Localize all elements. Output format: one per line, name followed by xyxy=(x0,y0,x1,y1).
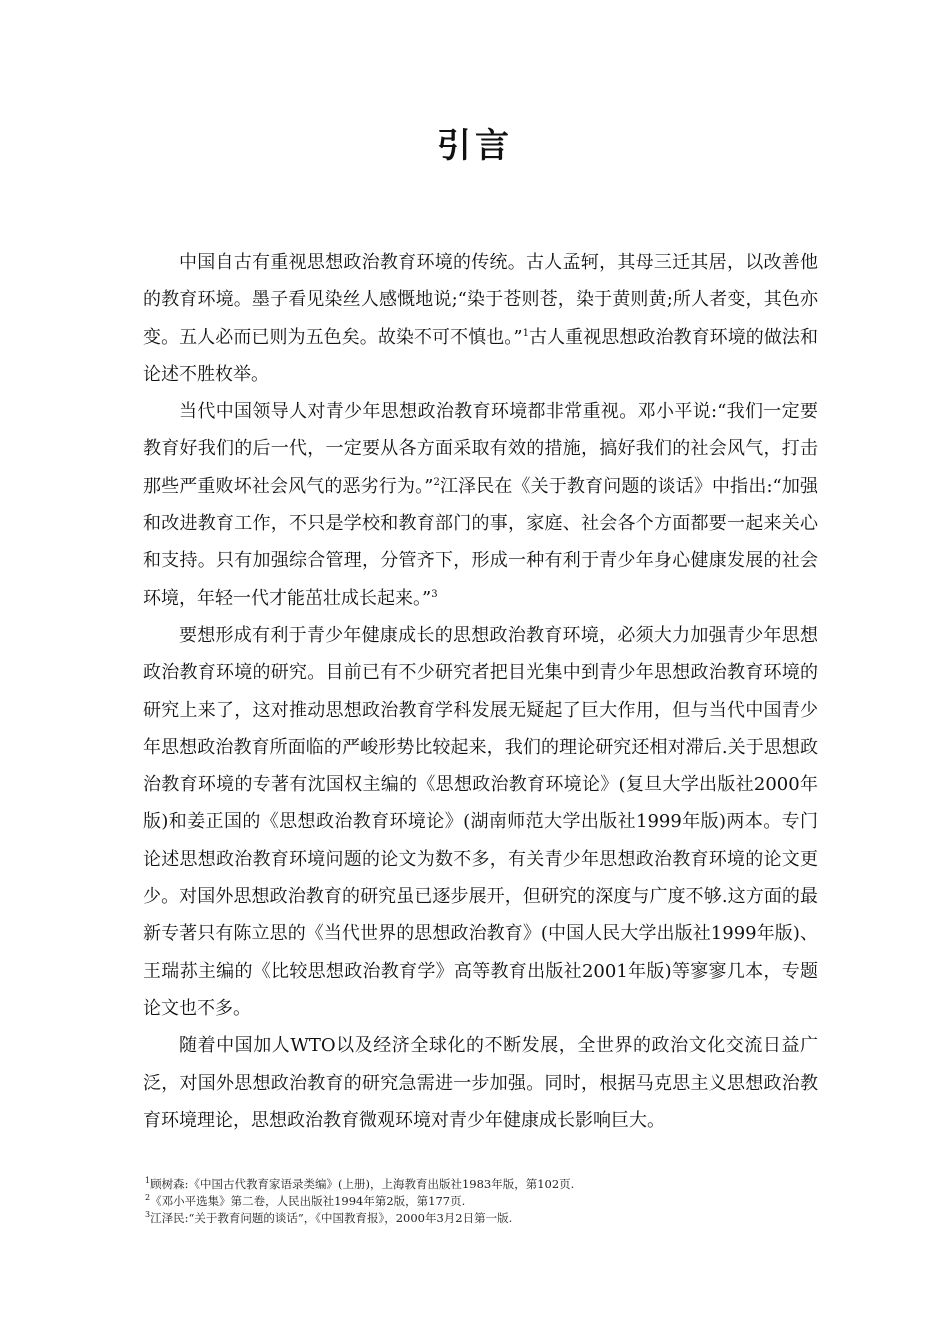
footnote-2 xyxy=(145,1193,820,1210)
footnote-1 xyxy=(145,1176,820,1193)
footnote-text: 江泽民:“关于教育问题的谈话”，《中国教育报》，2000年3月2日第一版. xyxy=(150,1211,513,1225)
body-text xyxy=(143,244,818,1139)
footnote-mark: 1 xyxy=(145,1176,151,1186)
footnote-ref: 1 xyxy=(522,327,529,339)
paragraph-text: 中国自古有重视思想政治教育环境的传统。古人孟轲，其母三迁其居，以改善他的教育环境。墨子看见染丝人感慨地说;“染于苍则苍，染于黄则黄;所人者变，其色亦变。五人必而已则为五色矣。故染不可不慎也。” xyxy=(143,252,818,348)
paragraph-text: 当代中国领导人对青少年思想政治教育环境都非常重视。邓小平说:“我们一定要教育好我们的后一代，一定要从各方面采取有效的措施，搞好我们的社会风气，打击那些严重败坏社会风气的恶劣行为。” xyxy=(143,401,818,497)
footnote-ref: 2 xyxy=(433,476,440,488)
paragraph-text: 江泽民在《关于教育问题的谈话》中指出:“加强和改进教育工作，不只是学校和教育部门的事，家庭、社会各个方面都要一起来关心和支持。只有加强综合管理，分管齐下，形成一种有利于青少年身心健康发展的社会环境，年轻一代才能茁壮成长起来。” xyxy=(143,475,819,609)
footnote-ref: 3 xyxy=(431,588,438,600)
footnote-3 xyxy=(145,1210,820,1227)
footnote-text: 顾树森:《中国古代教育家语录类编》(上册)，上海教育出版社1983年版，第102页. xyxy=(150,1177,575,1191)
paragraph-text: 要想形成有利于青少年健康成长的思想政治教育环境，必须大力加强青少年思想政治教育环境的研究。目前已有不少研究者把目光集中到青少年思想政治教育环境的研究上来了，这对推动思想政治教育学科发展无疑起了巨大作用，但与当代中国青少年思想政治教育所面临的严峻形势比较起来，我们的理论研究还相对滞后.关于思想政治教育环境的专著有沈国权主编的《思想政治教育环境论》(复旦大学出版社2000年版)和姜正国的《思想政治教育环境论》(湖南师范大学出版社1999年版)两本。专门论述思想政治教育环境问题的论文为数不多，有关青少年思想政治教育环境的论文更少。对国外思想政治教育的研究虽已逐步展开，但研究的深度与广度不够.这方面的最新专著只有陈立思的《当代世界的思想政治教育》(中国人民大学出版社1999年版)、王瑞荪主编的《比较思想政治教育学》高等教育出版社2001年版)等寥寥几本，专题论文也不多。 xyxy=(143,624,818,1019)
paragraph-1 xyxy=(143,244,818,393)
paragraph-4 xyxy=(143,1027,818,1139)
page-title: 引言 xyxy=(437,126,513,166)
paragraph-text: 随着中国加人WTO以及经济全球化的不断发展，全世界的政治文化交流日益广泛，对国外思想政治教育的研究急需进一步加强。同时，根据马克思主义思想政治教育环境理论，思想政治教育微观环境对青少年健康成长影响巨大。 xyxy=(143,1035,818,1131)
footnote-mark: 2 xyxy=(145,1193,151,1203)
paragraph-text: 古人重视思想政治教育环境的做法和论述不胜枚举。 xyxy=(143,326,818,385)
footnote-mark: 3 xyxy=(145,1210,151,1220)
paragraph-2 xyxy=(143,393,818,617)
paragraph-3 xyxy=(143,617,818,1027)
footnote-text: 《邓小平选集》第二卷，人民出版社1994年第2版，第177页. xyxy=(150,1194,466,1208)
footnotes xyxy=(145,1176,820,1227)
